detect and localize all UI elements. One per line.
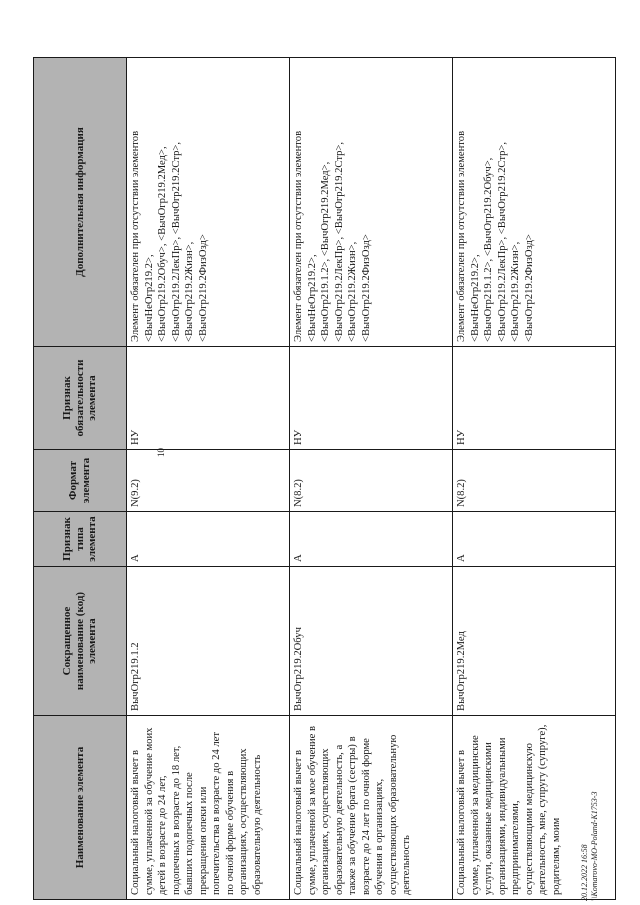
cell-additional-info: Элемент обязателен при отсутствии элементов <ВычНеОгр219.2>, <ВычОгр219.2Обуч>, <ВычОгр219.2Мед>, <ВычОгр219.2ЛекПр>, <ВычОгр219.2Стр>, <ВычОгр219.2Жизн>, <ВычОгр219.2ФизОзд> [127, 58, 290, 347]
cell-element-format: N(8.2) [453, 450, 616, 512]
header-element-required: Признак обязательности элемента [34, 347, 127, 450]
cell-element-name [290, 716, 453, 900]
header-element-code: Сокращенное наименование (код) элемента [34, 567, 127, 716]
cell-additional-info: Элемент обязателен при отсутствии элементов <ВычНеОгр219.2>, <ВычОгр219.1.2>, <ВычОгр219.2Мед>, <ВычОгр219.2ЛекПр>, <ВычОгр219.2Стр>, <ВычОгр219.2Жизн>, <ВычОгр219.2ФизОзд> [290, 58, 453, 347]
cell-element-code: ВычОгр219.1.2 [127, 567, 290, 716]
element-name-text: Социальный налоговый вычет в сумме, уплаченной за медицинские услуги, оказанные медицинскими организациями, индивидуальными предпринимателями, осуществляющими медицинскую деятельность, мне, супругу (супруге), родителям, моим [456, 724, 562, 895]
header-additional-info: Дополнительная информация [34, 58, 127, 347]
cell-element-format: N(8.2) [290, 450, 453, 512]
cell-element-type: А [290, 512, 453, 567]
cell-element-code: ВычОгр219.2Мед [453, 567, 616, 716]
page-number: 10 [156, 448, 166, 457]
cell-element-required: НУ [453, 347, 616, 450]
table-row [453, 58, 616, 900]
cell-additional-info: Элемент обязателен при отсутствии элементов <ВычНеОгр219.2>, <ВычОгр219.1.2>, <ВычОгр219.2Обуч>, <ВычОгр219.2ЛекПр>, <ВычОгр219.2Стр>, <ВычОгр219.2Жизн>, <ВычОгр219.2ФизОзд> [453, 58, 616, 347]
cell-element-type: А [453, 512, 616, 567]
stamp-path: \\Komarovo-MO-Poland-K1753-3 [589, 791, 599, 901]
cell-element-name [127, 716, 290, 900]
element-name-text: Социальный налоговый вычет в сумме, уплаченной за обучение моих детей в возрасте до 24 лет, подопечных в возрасте до 18 лет, бывших подопечных после прекращения опеки или попечительства в возрасте до 24 лет по очной форме обучения в организациях, осуществляющих образовательную деятельность [130, 727, 263, 895]
table-row [127, 58, 290, 900]
stamp-date: 20.12.2022 16:58 [580, 844, 589, 901]
cell-element-required: НУ [290, 347, 453, 450]
cell-element-type: А [127, 512, 290, 567]
table-row [290, 58, 453, 900]
element-name-text: Социальный налоговый вычет в сумме, уплаченной за мое обучение в организациях, осуществляющих образовательную деятельность, а также за обучение брата (сестры) в возрасте до 24 лет по очной форме обучения в организациях, осуществляющих образовательную деятельность [293, 726, 413, 895]
cell-element-code: ВычОгр219.2Обуч [290, 567, 453, 716]
header-element-name: Наименование элемента [34, 716, 127, 900]
header-element-format: Формат элемента [34, 450, 127, 512]
cell-element-required: НУ [127, 347, 290, 450]
cell-element-format: N(9.2) [127, 450, 290, 512]
header-element-type: Признак типа элемента [34, 512, 127, 567]
element-spec-table [33, 57, 616, 900]
table-header-row [34, 58, 127, 900]
print-stamp [580, 792, 599, 901]
